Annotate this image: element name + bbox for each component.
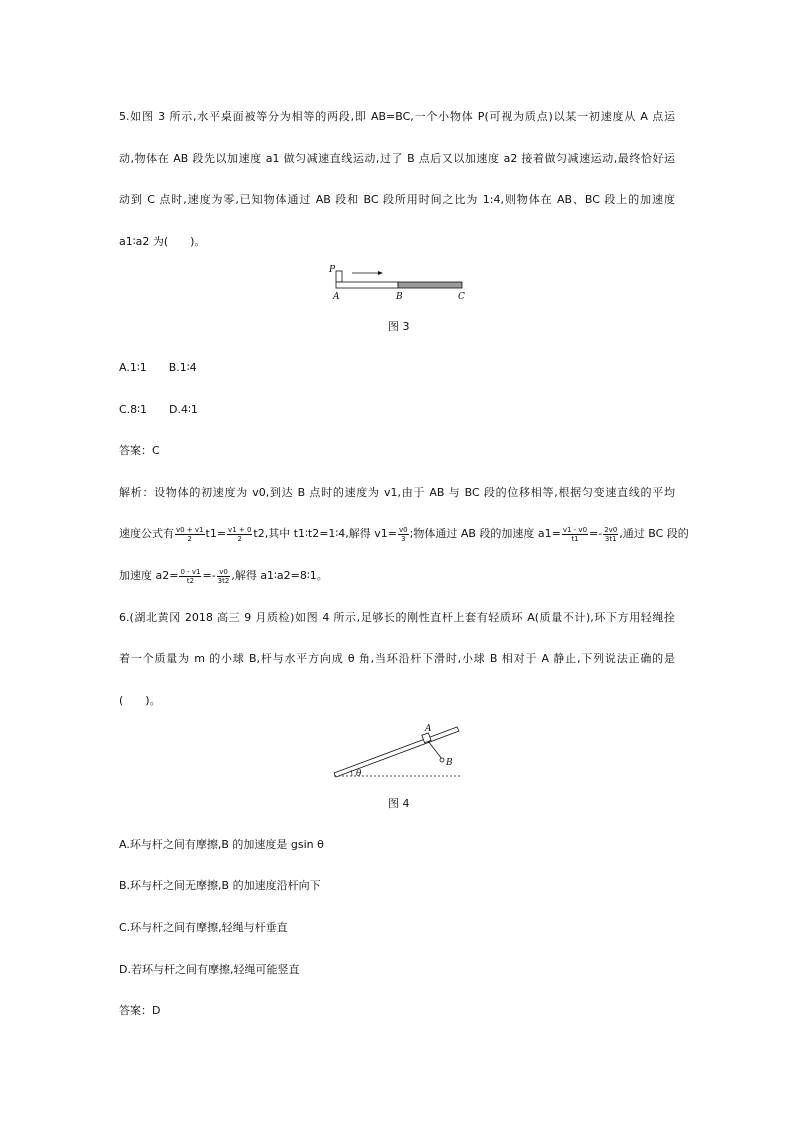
label-theta: θ <box>356 769 362 779</box>
fraction-avg-bc <box>227 526 252 543</box>
label-p: P <box>329 265 336 275</box>
fraction-a2-result <box>217 568 231 585</box>
q6-stem-line3: ( )。 <box>119 694 161 707</box>
label-b: B <box>446 758 453 768</box>
q6-option-b: B.环与杆之间无摩擦,B 的加速度沿杆向下 <box>119 879 321 892</box>
analysis-text: ,解得 a1∶a2=8∶1。 <box>231 569 328 582</box>
analysis-text: =- <box>202 569 216 582</box>
q5-analysis-line1: 解析：设物体的初速度为 v0,到达 B 点时的速度为 v1,由于 AB 与 BC 段的位移相等,根据匀变速直线的平均 <box>119 486 675 499</box>
q6-option-c: C.环与杆之间有摩擦,轻绳与杆垂直 <box>119 921 288 934</box>
fraction-a1 <box>562 526 588 543</box>
fraction-denominator: 2 <box>187 534 192 543</box>
fraction-a2 <box>179 568 201 585</box>
label-a: A <box>425 724 432 734</box>
q5-stem-line4: a1∶a2 为( )。 <box>119 235 206 248</box>
fraction-numerator: 2v0 <box>604 525 618 534</box>
fraction-denominator: 3 <box>401 534 406 543</box>
q5-analysis-line3 <box>119 562 328 590</box>
fraction-avg-ab <box>175 526 205 543</box>
fraction-denominator: 3t2 <box>217 576 230 585</box>
analysis-text: 速度公式有 <box>119 527 174 540</box>
fraction-a1-result <box>603 526 618 543</box>
velocity-arrowhead <box>378 271 383 275</box>
rigid-rod <box>334 727 459 777</box>
q5-stem-line2: 动,物体在 AB 段先以加速度 a1 做匀减速直线运动,过了 B 点后又以加速度 a2 接着做匀减速运动,最终恰好运 <box>119 152 675 165</box>
q5-stem-line1: 5.如图 3 所示,水平桌面被等分为相等的两段,即 AB=BC,一个小物体 P(可视为质点)以某一初速度从 A 点运 <box>119 110 675 123</box>
q6-answer: 答案：D <box>119 1004 161 1017</box>
figure-3-caption: 图 3 <box>388 320 410 333</box>
figure-4-diagram <box>330 718 466 782</box>
q5-options-row2: C.8∶1 D.4∶1 <box>119 403 198 416</box>
analysis-text: ,通过 BC 段的 <box>619 527 689 540</box>
segment-bc <box>398 282 462 288</box>
fraction-denominator: t2 <box>186 576 195 585</box>
analysis-text: ;物体通过 AB 段的加速度 a1= <box>409 527 561 540</box>
q5-stem-line3: 动到 C 点时,速度为零,已知物体通过 AB 段和 BC 段所用时间之比为 1:4,则物体在 AB、BC 段上的加速度 <box>119 193 675 206</box>
q5-answer: 答案：C <box>119 444 160 457</box>
object-p <box>336 271 342 282</box>
analysis-text: t2,其中 t1∶t2=1∶4,解得 v1= <box>253 527 398 540</box>
fraction-numerator: v1 - v0 <box>562 525 588 534</box>
q5-options-row1: A.1∶1 B.1∶4 <box>119 361 197 374</box>
q6-option-d: D.若环与杆之间有摩擦,轻绳可能竖直 <box>119 963 300 976</box>
figure-3-diagram <box>326 262 466 304</box>
q5-analysis-line2 <box>119 520 689 548</box>
light-rope <box>428 741 442 759</box>
analysis-text: 加速度 a2= <box>119 569 179 582</box>
label-b: B <box>396 292 403 302</box>
label-a: A <box>333 292 340 302</box>
q6-option-a: A.环与杆之间有摩擦,B 的加速度是 gsin θ <box>119 838 324 851</box>
fraction-numerator: v0 <box>217 568 231 577</box>
segment-ab <box>336 282 398 288</box>
q6-stem-line1: 6.(湖北黄冈 2018 高三 9 月质检)如图 4 所示,足够长的刚性直杆上套有轻质环 A(质量不计),环下方用轻绳拴 <box>119 611 675 624</box>
analysis-text: =- <box>589 527 603 540</box>
fraction-numerator: v0 <box>399 525 408 534</box>
analysis-text: t1= <box>205 527 227 540</box>
ball-b <box>440 758 444 762</box>
fraction-numerator: v0 + v1 <box>176 525 204 534</box>
figure-4-caption: 图 4 <box>388 797 410 810</box>
fraction-denominator: 3t1 <box>604 534 617 543</box>
fraction-numerator: 0 - v1 <box>180 567 201 576</box>
q6-stem-line2: 着一个质量为 m 的小球 B,杆与水平方向成 θ 角,当环沿杆下滑时,小球 B 相对于 A 静止,下列说法正确的是 <box>119 652 675 665</box>
fraction-numerator: v1 + 0 <box>228 525 252 534</box>
fraction-v1 <box>398 526 409 543</box>
fraction-denominator: t1 <box>571 534 579 543</box>
fraction-denominator: 2 <box>237 534 242 543</box>
label-c: C <box>458 292 465 302</box>
